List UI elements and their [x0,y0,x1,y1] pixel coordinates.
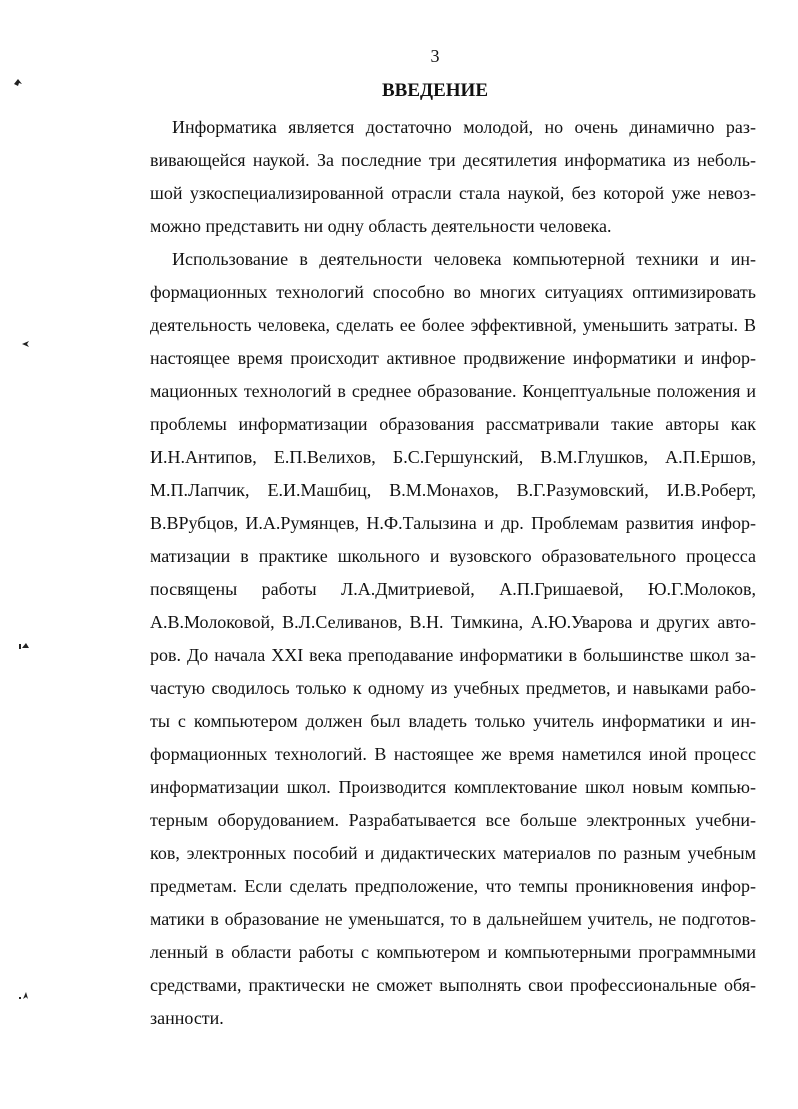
text-line: формационных технологий способно во многих ситуациях оптимизировать [150,282,756,302]
text-line: вивающейся наукой. За последние три десятилетия информатика из неболь- [150,150,756,170]
page-number: 3 [430,46,440,66]
text-line: мационных технологий в среднее образование. Концептуальные положения и [150,381,756,401]
text-line: А.В.Молоковой, В.Л.Селиванов, В.Н. Тимкина, А.Ю.Уварова и других авто- [150,612,756,632]
text-line: посвящены работы Л.А.Дмитриевой, А.П.Гришаевой, Ю.Г.Молоков, [150,579,756,599]
text-line: ров. До начала XXI века преподавание информатики в большинстве школ за- [150,645,756,665]
scan-mark-icon [18,640,30,652]
text-line: частую сводилось только к одному из учебных предметов, и навыками рабо- [150,678,756,698]
text-line: Использование в деятельности человека компьютерной техники и ин- [172,249,756,269]
scan-mark-icon [12,76,24,88]
text-line: матики в образование не уменьшатся, то в дальнейшем учитель, не подготов- [150,909,756,929]
scan-mark-icon [20,338,32,350]
text-line: ты с компьютером должен был владеть только учитель информатики и ин- [150,711,756,731]
text-line: занности. [150,1008,224,1028]
text-line: шой узкоспециализированной отрасли стала наукой, без которой уже невоз- [150,183,756,203]
section-heading: ВВЕДЕНИЕ [382,80,488,101]
text-line: информатизации школ. Производится комплектование школ новым компью- [150,777,756,797]
text-line: формационных технологий. В настоящее же время наметился иной процесс [150,744,756,764]
text-line: Информатика является достаточно молодой, но очень динамично раз- [172,117,756,137]
text-line: настоящее время происходит активное продвижение информатики и инфор- [150,348,756,368]
text-line: М.П.Лапчик, Е.И.Машбиц, В.М.Монахов, В.Г.Разумовский, И.В.Роберт, [150,480,756,500]
text-line: ков, электронных пособий и дидактических материалов по разным учебным [150,843,756,863]
text-line: проблемы информатизации образования рассматривали такие авторы как [150,414,756,434]
text-line: предметам. Если сделать предположение, что темпы проникновения инфор- [150,876,756,896]
scan-mark-icon [18,990,30,1002]
text-line: В.ВРубцов, И.А.Румянцев, Н.Ф.Талызина и др. Проблемам развития инфор- [150,513,756,533]
text-line: средствами, практически не сможет выполнять свои профессиональные обя- [150,975,756,995]
text-line: деятельность человека, сделать ее более эффективной, уменьшить затраты. В [150,315,756,335]
text-line: терным оборудованием. Разрабатывается все больше электронных учебни- [150,810,756,830]
text-line: матизации в практике школьного и вузовского образовательного процесса [150,546,756,566]
text-line: можно представить ни одну область деятельности человека. [150,216,612,236]
text-line: ленный в области работы с компьютером и компьютерными программными [150,942,756,962]
text-line: И.Н.Антипов, Е.П.Велихов, Б.С.Гершунский, В.М.Глушков, А.П.Ершов, [150,447,756,467]
